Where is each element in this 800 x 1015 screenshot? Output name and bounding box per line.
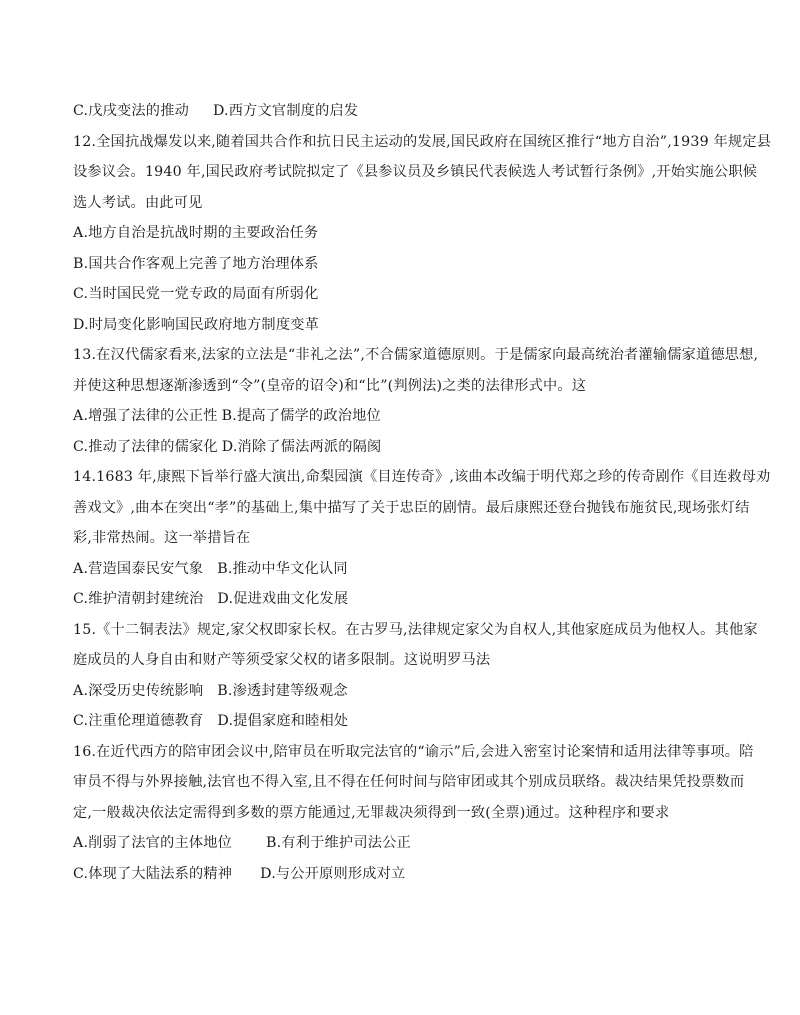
q13-stem-line-2: 并使这种思想逐渐渗透到“令”(皇帝的诏令)和“比”(判例法)之类的法律形式中。这 (73, 377, 587, 394)
q12-stem-line-3: 选人考试。由此可见 (73, 194, 203, 211)
q14-option-d: D.促进戏曲文化发展 (217, 591, 349, 607)
q13-option-c: C.推动了法律的儒家化 (73, 438, 218, 455)
q13-option-d: D.消除了儒法两派的隔阂 (221, 438, 382, 455)
q15-options-cd (73, 706, 733, 737)
q15-stem-line-2: 庭成员的人身自由和财产等须受家父权的诸多限制。这说明罗马法 (73, 652, 491, 668)
question-14 (73, 462, 771, 615)
q16-stem-line-2: 审员不得与外界接触,法官也不得入室,且不得在任何时间与陪审团或其个别成员联络。裁决结果凭投票数而 (73, 774, 745, 790)
q14-stem-line-2: 善戏文》,曲本在突出“孝”的基础上,集中描写了关于忠臣的剧情。最后康熙还登台抛钱布施贫民,现场张灯结 (73, 499, 750, 516)
q11-option-d: D.西方文官制度的启发 (212, 103, 359, 119)
q12-stem-line-1: 12.全国抗战爆发以来,随着国共合作和抗日民主运动的发展,国民政府在国统区推行“地方自治”,1939 年规定县 (73, 133, 772, 150)
question-12 (73, 127, 772, 341)
q14-options-cd (73, 584, 733, 615)
question-15 (73, 615, 758, 737)
q14-option-a: A.营造国泰民安气象 (73, 560, 204, 577)
q13-option-b: B.提高了儒学的政治地位 (221, 408, 381, 424)
q16-option-d: D.与公开原则形成对立 (260, 865, 406, 882)
q15-option-a: A.深受历史传统影响 (73, 682, 204, 699)
q15-stem-line-1: 15.《十二铜表法》规定,家父权即家长权。在古罗马,法律规定家父为自权人,其他家庭成员为他权人。其他家 (73, 621, 758, 638)
q16-option-b: B.有利于维护司法公正 (266, 835, 411, 851)
question-13 (73, 340, 759, 462)
q14-stem-line-1: 14.1683 年,康熙下旨举行盛大演出,命梨园演《目连传奇》,该曲本改编于明代郑之珍的传奇剧作《目连救母劝 (73, 469, 771, 485)
q13-option-a: A.增强了法律的公正性 (73, 408, 218, 424)
q16-option-c: C.体现了大陆法系的精神 (73, 865, 233, 882)
question-16 (73, 737, 754, 890)
q16-option-a: A.削弱了法官的主体地位 (73, 835, 233, 851)
q12-option-a: A.地方自治是抗战时期的主要政治任务 (73, 225, 319, 241)
q13-stem-line-1: 13.在汉代儒家看来,法家的立法是“非礼之法”,不合儒家道德原则。于是儒家向最高统治者灌输儒家道德思想, (73, 347, 759, 363)
q14-options-ab (73, 554, 733, 585)
q14-option-b: B.推动中华文化认同 (217, 560, 348, 577)
q15-options-ab (73, 676, 733, 707)
q11-option-c: C.戊戌变法的推动 (73, 103, 189, 119)
q13-options-cd (73, 432, 733, 463)
q15-option-c: C.注重伦理道德教育 (73, 713, 204, 729)
q15-option-b: B.渗透封建等级观念 (217, 682, 348, 699)
q16-stem-line-1: 16.在近代西方的陪审团会议中,陪审员在听取完法官的“谕示”后,会进入密室讨论案情和适用法律等事项。陪 (73, 743, 754, 760)
q11-options-cd (73, 96, 733, 127)
exam-page (73, 96, 772, 889)
q16-options-cd (73, 859, 733, 890)
q12-option-c: C.当时国民党一党专政的局面有所弱化 (73, 286, 319, 302)
q16-options-ab (73, 828, 733, 859)
q15-option-d: D.提倡家庭和睦相处 (217, 713, 349, 729)
q12-stem-line-2: 设参议会。1940 年,国民政府考试院拟定了《县参议员及乡镇民代表候选人考试暂行条例》,开始实施公职候 (73, 164, 758, 180)
q13-options-ab (73, 401, 733, 432)
q16-stem-line-3: 定,一般裁决依法定需得到多数的票方能通过,无罪裁决须得到一致(全票)通过。这种程序和要求 (73, 804, 670, 821)
q14-option-c: C.维护清朝封建统治 (73, 591, 204, 607)
q12-option-b: B.国共合作客观上完善了地方治理体系 (73, 255, 319, 272)
q12-option-d: D.时局变化影响国民政府地方制度变革 (73, 316, 319, 333)
q14-stem-line-3: 彩,非常热闹。这一举措旨在 (73, 530, 251, 546)
